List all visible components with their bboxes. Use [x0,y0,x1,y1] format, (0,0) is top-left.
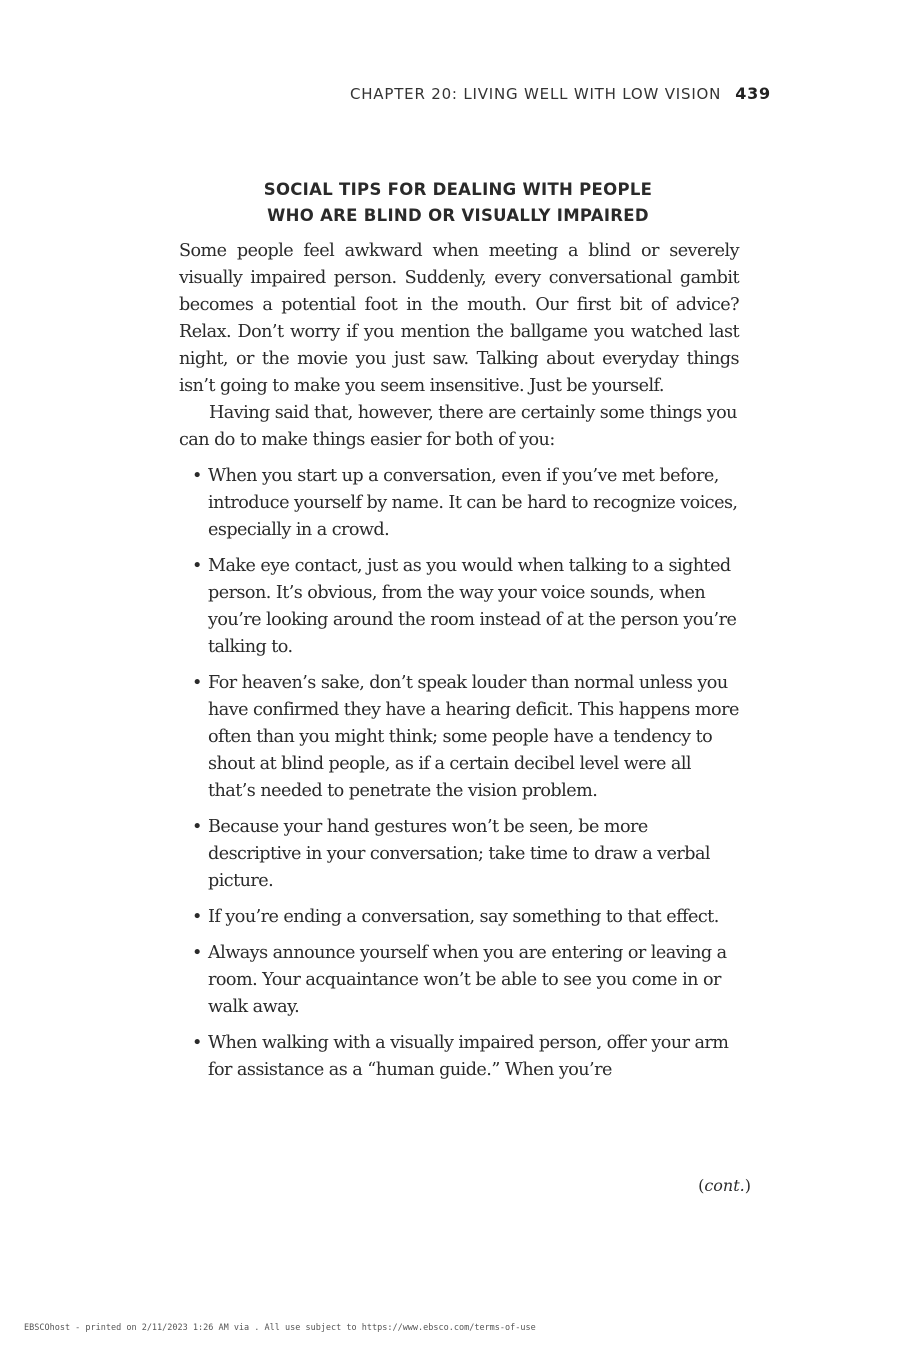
sidebar-title-line-2: WHO ARE BLIND OR VISUALLY IMPAIRED [267,206,649,225]
cont-close-paren: ) [744,1176,751,1195]
bullet: • [192,907,202,927]
tip-item [192,940,739,1021]
tip-text: Always announce yourself when you are entering or leaving a room. Your acquaintance won’t be able to see you come in or walk away. [208,943,727,1017]
tip-text: When you start up a conversation, even if you’ve met before, introduce yourself by name. It can be hard to recognize voices, especially in a crowd. [208,466,738,540]
tip-item [192,553,739,661]
cont-open-paren: ( [698,1176,705,1195]
lead-in-paragraph: Having said that, however, there are certainly some things you can do to make things easier for both of you: [179,403,737,450]
bullet: • [192,556,202,576]
intro-paragraph: Some people feel awkward when meeting a blind or severely visually impaired person. Suddenly, every conversational gambit becomes a potential foot in the mouth. Our first bit of advice? Relax. Don’t worry if you mention the ballgame you watched last night, or the movie you just saw. Talking about everyday things isn’t going to make you seem insensitive. Just be yourself. [179,241,739,396]
tip-text: If you’re ending a conversation, say something to that effect. [208,907,719,927]
cont-word: cont. [704,1176,745,1195]
tip-item [192,1030,739,1084]
continued-note [698,1176,751,1195]
sidebar-body [179,238,739,1093]
tips-list [179,463,739,1084]
bullet: • [192,943,202,963]
bullet: • [192,1033,202,1053]
tip-text: For heaven’s sake, don’t speak louder than normal unless you have confirmed they have a hearing deficit. This happens more often than you might think; some people have a tendency to shout at blind people, as if a certain decibel level were all that’s needed to penetrate the vision problem. [208,673,739,801]
tip-item [192,904,739,931]
tip-item [192,463,739,544]
print-footer: EBSCOhost - printed on 2/11/2023 1:26 AM via . All use subject to https://www.ebsco.com/terms-of-use [24,1323,536,1333]
tip-item [192,670,739,805]
tip-text: When walking with a visually impaired person, offer your arm for assistance as a “human guide.” When you’re [208,1033,729,1080]
tip-text: Make eye contact, just as you would when talking to a sighted person. It’s obvious, from the way your voice sounds, when you’re looking around the room instead of at the person you’re talking to. [208,556,737,657]
tip-text: Because your hand gestures won’t be seen, be more descriptive in your conversation; take time to draw a verbal picture. [208,817,711,891]
page-number: 439 [735,84,771,103]
bullet: • [192,466,202,486]
bullet: • [192,673,202,693]
chapter-title: CHAPTER 20: LIVING WELL WITH LOW VISION [349,85,722,103]
sidebar-title [179,177,737,229]
bullet: • [192,817,202,837]
sidebar-title-line-1: SOCIAL TIPS FOR DEALING WITH PEOPLE [263,180,653,199]
tip-item [192,814,739,895]
running-head [350,84,771,103]
